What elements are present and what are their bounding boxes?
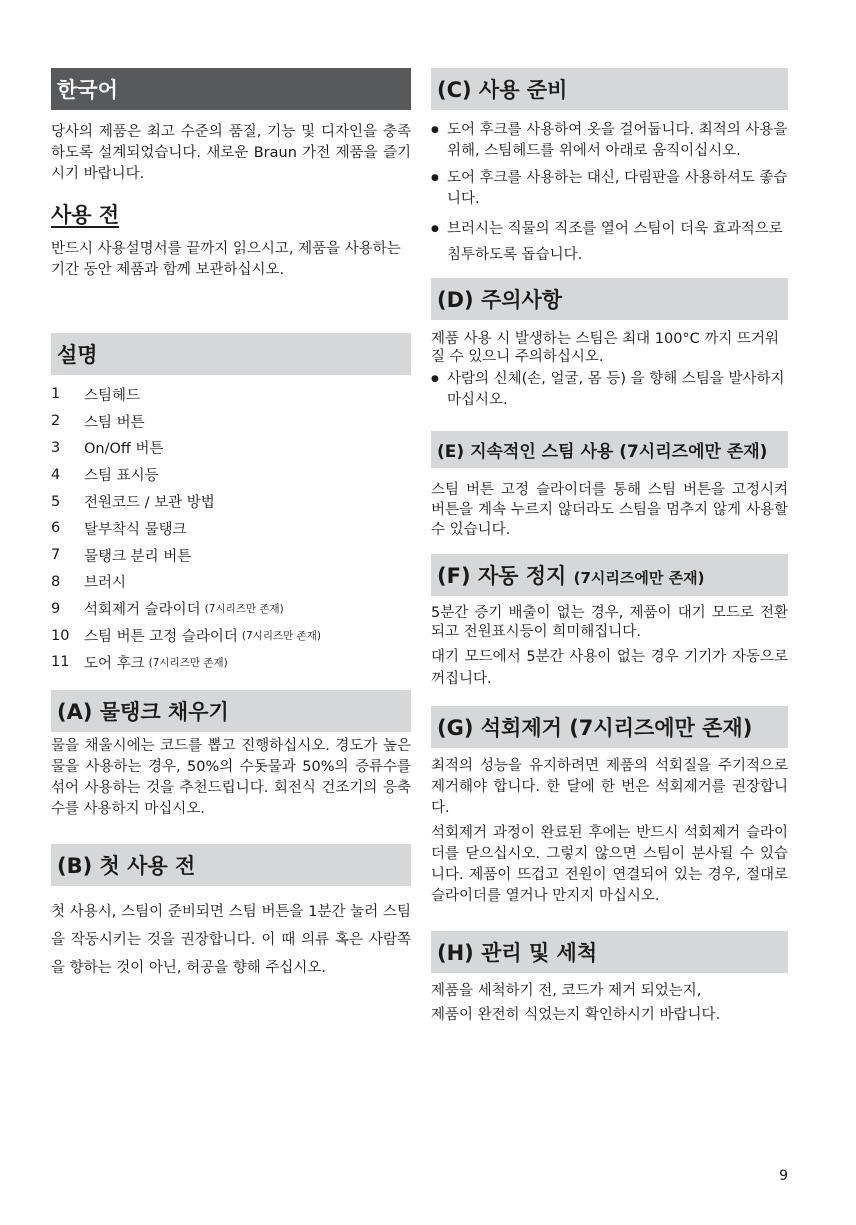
part-label: 도어 후크 — [84, 655, 145, 672]
section-f-note: (7시리즈에만 존재) — [573, 569, 705, 587]
section-d-list — [431, 369, 788, 411]
section-h-header: (H) 관리 및 세척 — [431, 931, 788, 973]
part-item — [51, 381, 411, 408]
left-column — [51, 68, 411, 982]
part-note: (7시리즈만 존재) — [241, 630, 321, 643]
part-label: 전원코드 / 보관 방법 — [84, 495, 215, 512]
before-use-text: 반드시 사용설명서를 끝까지 읽으시고, 제품을 사용하는 기간 동안 제품과 함께 보관하십시오. — [51, 241, 401, 278]
section-g-text-1: 최적의 성능을 유지하려면 제품의 석회질을 주기적으로 제거해야 합니다. 한 달에 한 번은 석회제거를 권장합니다. — [431, 758, 788, 816]
section-b-header: (B) 첫 사용 전 — [51, 844, 411, 886]
section-f-text-2: 대기 모드에서 5분간 사용이 없는 경우 기기가 자동으로 꺼집니다. — [431, 649, 788, 687]
part-number: 3 — [51, 439, 61, 456]
section-d-text: 제품 사용 시 발생하는 스팀은 최대 100°C 까지 뜨거워질 수 있으니 주의하십시오. — [431, 331, 780, 365]
section-h-text-2: 제품이 완전히 식었는지 확인하시기 바랍니다. — [431, 1007, 721, 1023]
part-label: 스팀 표시등 — [84, 468, 159, 485]
list-item: ● 도어 후크를 사용하여 옷을 걸어둡니다. 최적의 사용을 위해, 스팀헤드를 위에서 아래로 움직이십시오. — [431, 120, 788, 162]
section-f-text-1: 5분간 증기 배출이 없는 경우, 제품이 대기 모드로 전환되고 전원표시등이 희미해집니다. — [431, 605, 788, 640]
part-label: 탈부착식 물탱크 — [84, 521, 187, 538]
part-item — [51, 622, 411, 649]
part-item — [51, 461, 411, 488]
part-label: 스팀 버튼 — [84, 414, 145, 431]
section-f-title: (F) 자동 정지 — [437, 564, 567, 588]
part-label: 물탱크 분리 버튼 — [84, 548, 192, 565]
list-item: ● 사람의 신체(손, 얼굴, 몸 등) 을 향해 스팀을 발사하지 마십시오. — [431, 369, 788, 411]
part-item — [51, 488, 411, 515]
part-label: 석회제거 슬라이더 — [84, 602, 201, 619]
part-item — [51, 408, 411, 435]
right-column — [431, 68, 788, 1027]
part-item — [51, 595, 411, 622]
part-number: 5 — [51, 493, 61, 510]
page-number: 9 — [779, 1168, 788, 1184]
section-c-list — [431, 120, 788, 268]
section-a-text: 물을 채울시에는 코드를 뽑고 진행하십시오. 경도가 높은 물을 사용하는 경우, 50%의 수돗물과 50%의 증류수를 섞어 사용하는 것을 추천드립니다. 회전식 건조기의 응축수를 사용하지 마십시오. — [51, 737, 411, 817]
section-g-text-2: 석회제거 과정이 완료된 후에는 반드시 석회제거 슬라이더를 닫으십시오. 그렇지 않으면 스팀이 분사될 수 있습니다. 제품이 뜨겁고 전원이 연결되어 있는 경우, 절대로 슬라이더를 열거나 만지지 마십시오. — [431, 825, 788, 904]
part-note: (7시리즈만 존재) — [204, 603, 284, 616]
part-item — [51, 649, 411, 676]
part-item — [51, 542, 411, 569]
section-e-header: (E) 지속적인 스팀 사용 (7시리즈에만 존재) — [431, 431, 788, 468]
part-number: 7 — [51, 547, 61, 564]
parts-list — [51, 381, 411, 676]
part-number: 1 — [51, 386, 61, 403]
description-header: 설명 — [51, 333, 411, 375]
part-label: 스팀 버튼 고정 슬라이더 — [84, 629, 238, 646]
before-use-title: 사용 전 — [51, 203, 120, 227]
part-item — [51, 435, 411, 462]
language-header: 한국어 — [51, 68, 411, 110]
section-h-text-1: 제품을 세척하기 전, 코드가 제거 되었는지, — [431, 983, 702, 999]
part-number: 11 — [51, 654, 70, 671]
part-note: (7시리즈만 존재) — [148, 656, 228, 669]
part-number: 10 — [51, 627, 70, 644]
section-e-text: 스팀 버튼 고정 슬라이더를 통해 스팀 버튼을 고정시켜 버튼을 계속 누르지 않더라도 스팀을 멈추지 않게 사용할 수 있습니다. — [431, 482, 788, 538]
part-label: 스팀헤드 — [84, 387, 141, 404]
part-number: 4 — [51, 466, 61, 483]
section-b-text: 첫 사용시, 스팀이 준비되면 스팀 버튼을 1분간 눌러 스팀을 작동시키는 것을 권장합니다. 이 때 의류 혹은 사람쪽을 향하는 것이 아닌, 허공을 향해 주십시오. — [51, 903, 411, 976]
section-d-header: (D) 주의사항 — [431, 278, 788, 320]
part-number: 2 — [51, 413, 61, 430]
part-label: 브러시 — [84, 575, 127, 592]
part-label: On/Off 버튼 — [84, 441, 164, 458]
section-g-header: (G) 석회제거 (7시리즈에만 존재) — [431, 706, 788, 748]
section-f-header — [431, 554, 788, 596]
list-item: ● 도어 후크를 사용하는 대신, 다림판을 사용하셔도 좋습니다. — [431, 168, 788, 210]
part-number: 9 — [51, 600, 61, 617]
part-item — [51, 569, 411, 596]
part-number: 6 — [51, 520, 61, 537]
section-a-header: (A) 물탱크 채우기 — [51, 690, 411, 732]
intro-text: 당사의 제품은 최고 수준의 품질, 기능 및 디자인을 충족하도록 설계되었습니다. 새로운 Braun 가전 제품을 즐기시기 바랍니다. — [51, 124, 411, 182]
list-item: ● 브러시는 직물의 직조를 열어 스팀이 더욱 효과적으로 침투하도록 돕습니다. — [431, 216, 788, 268]
section-c-header: (C) 사용 준비 — [431, 68, 788, 110]
part-number: 8 — [51, 573, 61, 590]
part-item — [51, 515, 411, 542]
